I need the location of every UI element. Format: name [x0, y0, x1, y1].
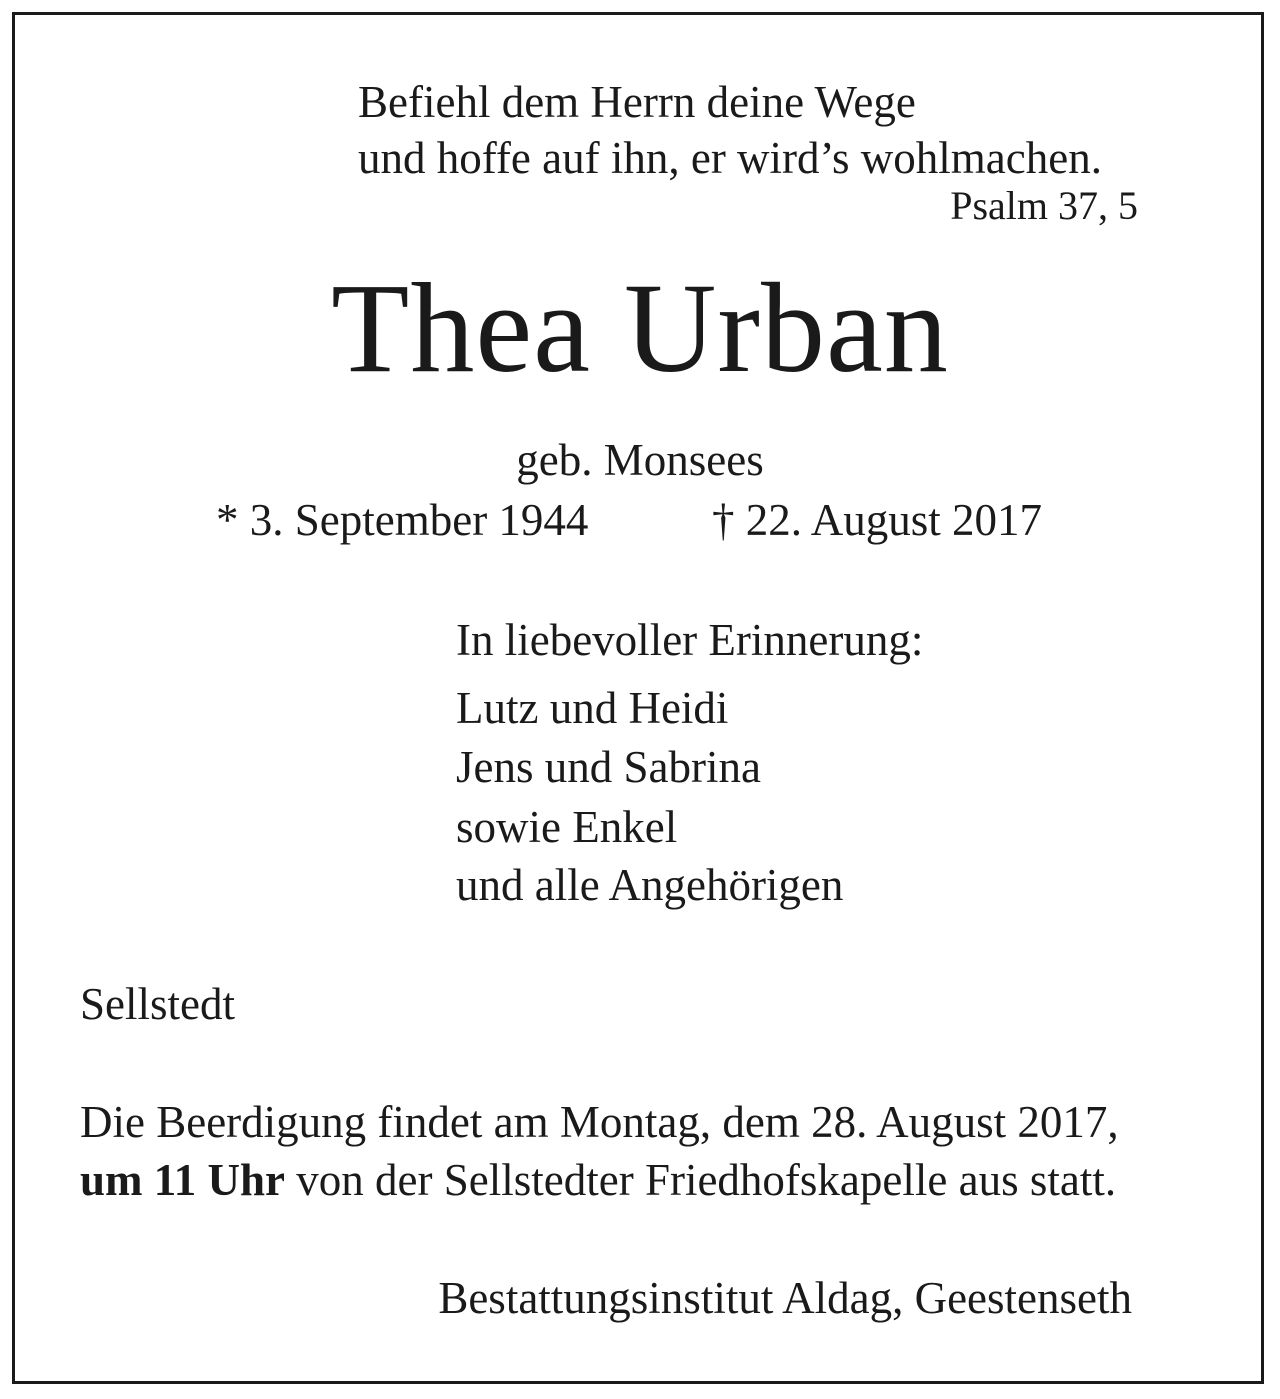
mourners-heading: In liebevoller Erinnerung: [456, 615, 924, 665]
death-date: † 22. August 2017 [712, 495, 1043, 545]
birth-date: * 3. September 1944 [216, 495, 589, 545]
funeral-location: von der Sellstedter Friedhofskapelle aus statt. [285, 1155, 1117, 1205]
verse-line-2: und hoffe auf ihn, er wird’s wohlmachen. [358, 133, 1102, 183]
undertaker: Bestattungsinstitut Aldag, Geestenseth [438, 1273, 1132, 1323]
funeral-notice-line-1: Die Beerdigung findet am Montag, dem 28. August 2017, [80, 1097, 1119, 1147]
mourner-line: Lutz und Heidi [456, 683, 729, 733]
maiden-name: geb. Monsees [516, 435, 764, 485]
funeral-notice-line-2 [80, 1155, 1117, 1205]
mourner-line: und alle Angehörigen [456, 860, 844, 910]
place-name: Sellstedt [80, 979, 235, 1029]
verse-reference: Psalm 37, 5 [950, 183, 1138, 228]
deceased-name: Thea Urban [331, 257, 949, 399]
mourner-line: sowie Enkel [456, 802, 678, 852]
verse-line-1: Befiehl dem Herrn deine Wege [358, 77, 916, 127]
funeral-time: um 11 Uhr [80, 1155, 286, 1205]
mourner-line: Jens und Sabrina [456, 742, 761, 792]
